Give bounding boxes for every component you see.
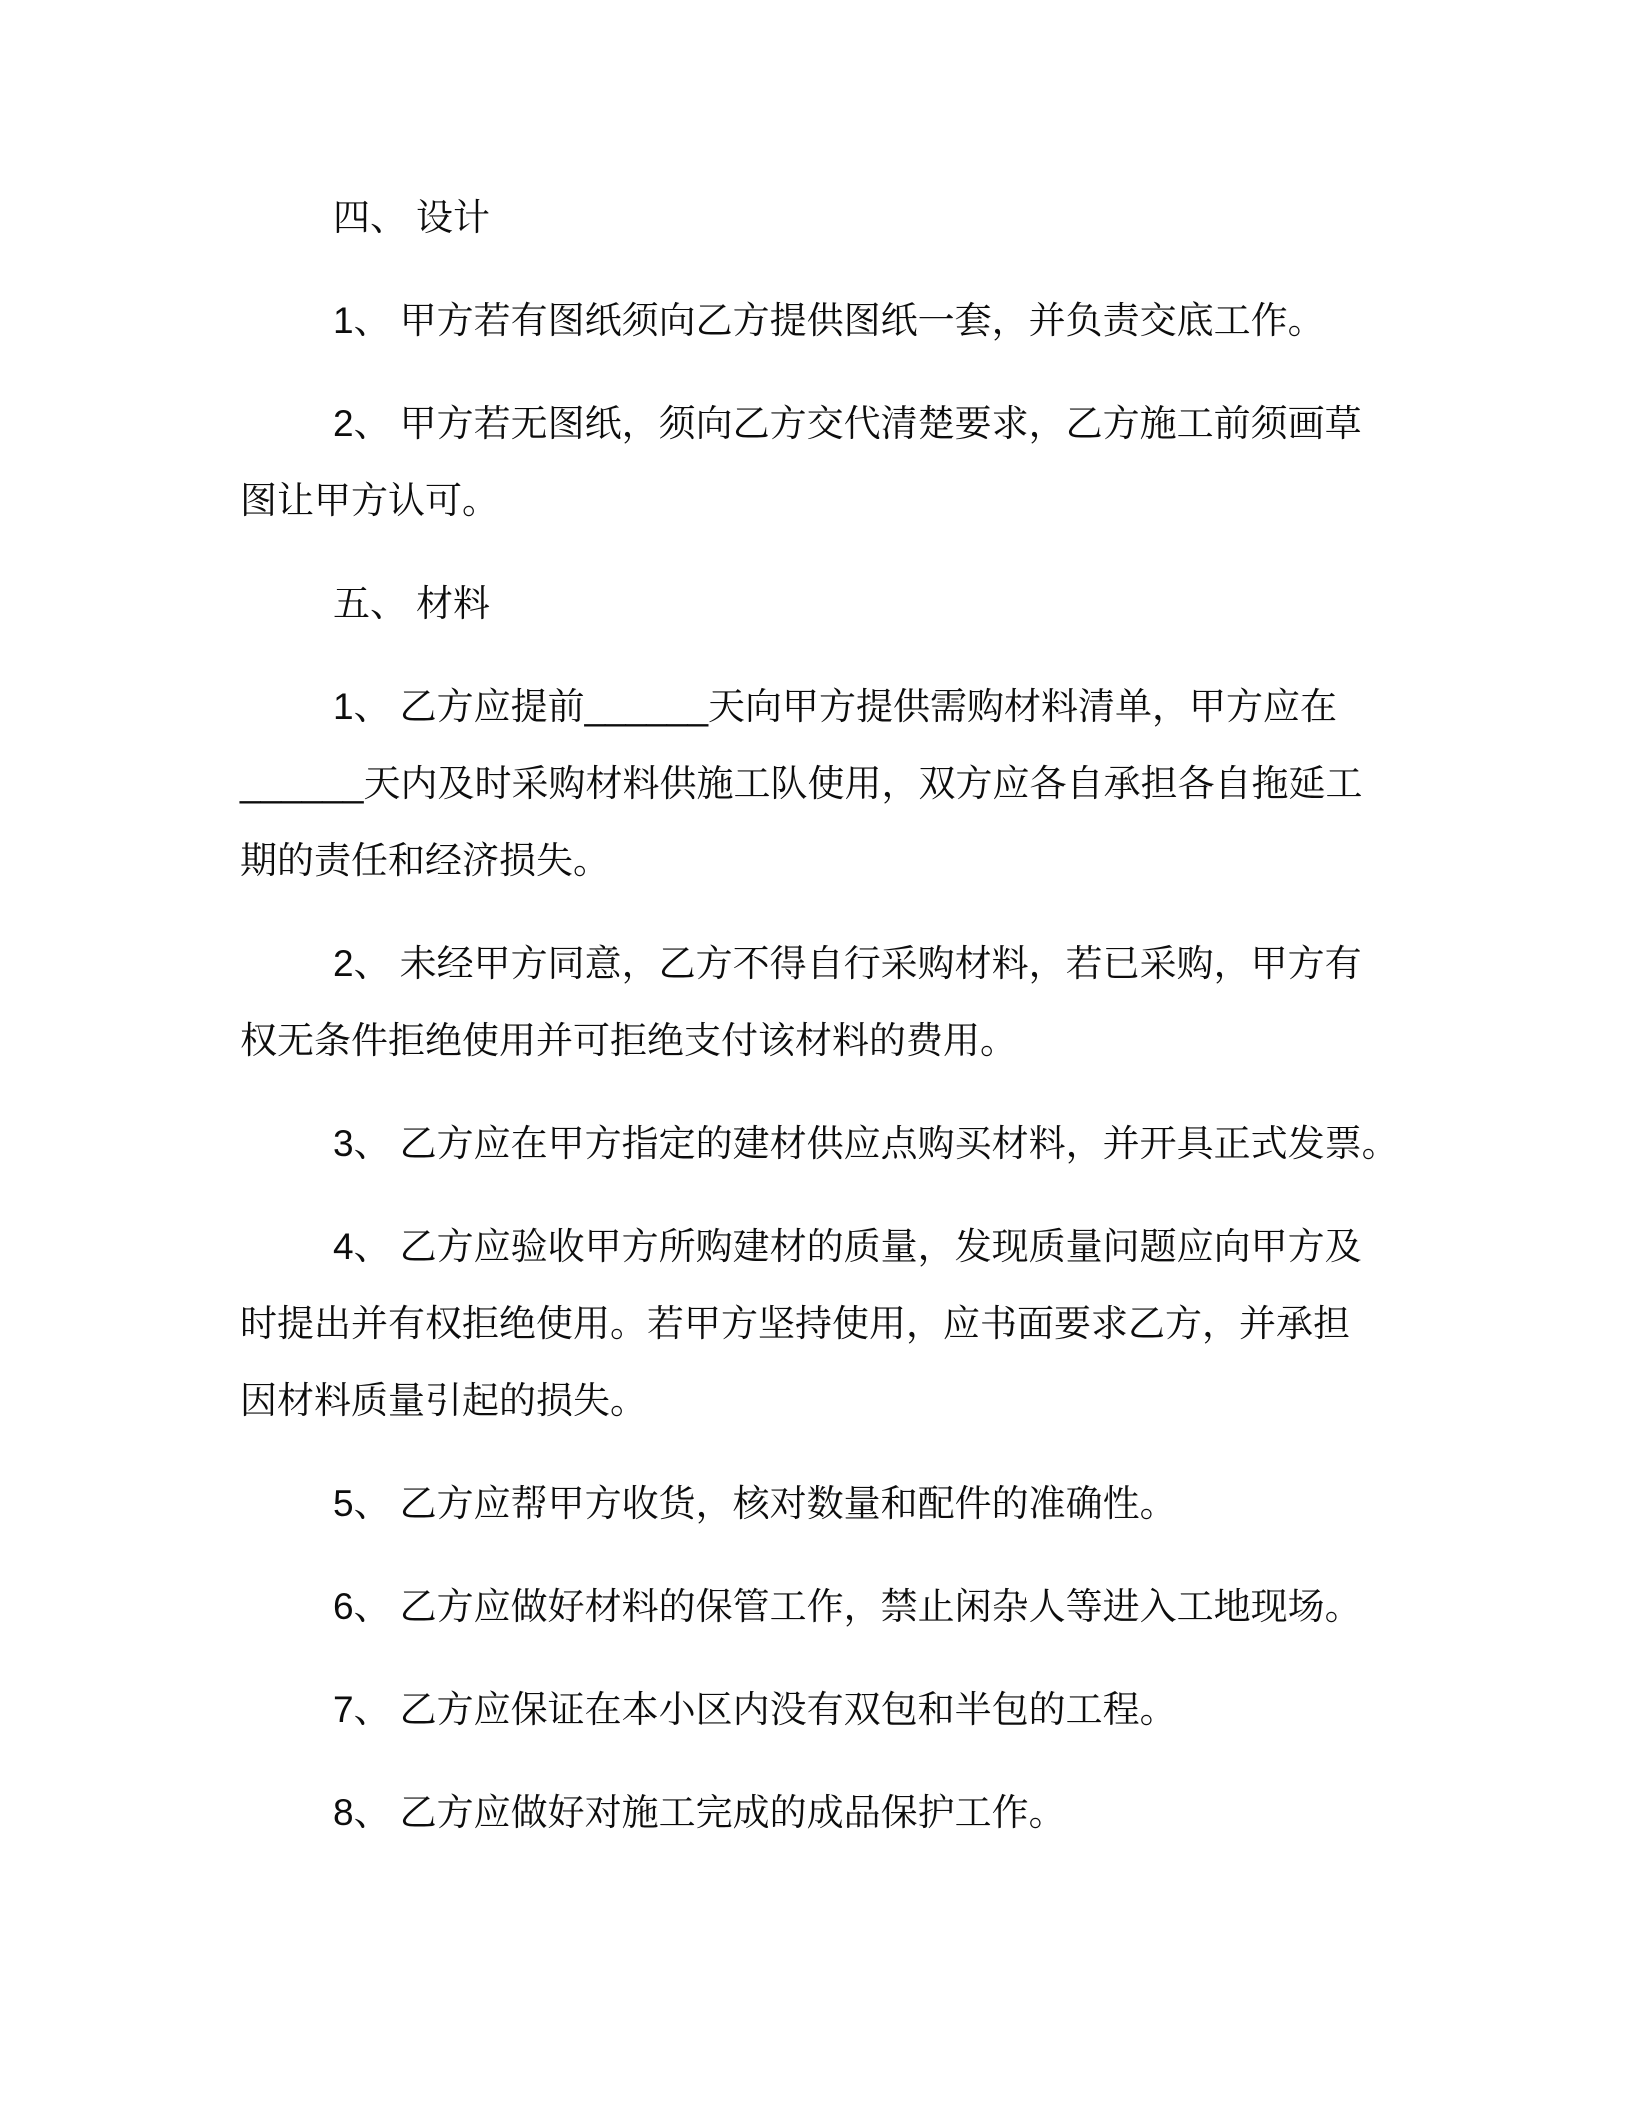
clause-first-line (240, 385, 1380, 462)
clause-continuation-line: 图让甲方认可。 (240, 480, 499, 521)
clause-number: 8、 (333, 1792, 391, 1833)
clause-number: 4、 (333, 1226, 391, 1267)
clause-first-line (240, 1774, 1380, 1851)
clause-text: 乙方应保证在本小区内没有双包和半包的工程。 (399, 1689, 1177, 1730)
clause-number: 2、 (333, 943, 391, 984)
clause-number: 1、 (333, 300, 391, 341)
section-title: 材料 (416, 583, 490, 624)
materials-clause-7 (240, 1671, 1380, 1748)
clause-number: 3、 (333, 1123, 391, 1164)
document-body (240, 179, 1399, 1877)
clause-text: 乙方应提前______天向甲方提供需购材料清单，甲方应在 (399, 686, 1338, 727)
section-number: 四、 (333, 197, 407, 238)
clause-text: 乙方应验收甲方所购建材的质量，发现质量问题应向甲方及 (399, 1226, 1362, 1267)
materials-clause-3 (240, 1105, 1399, 1182)
clause-number: 5、 (333, 1483, 391, 1524)
section-title: 设计 (416, 197, 490, 238)
clause-continuation-line: 期的责任和经济损失。 (240, 840, 610, 881)
clause-first-line (240, 1465, 1380, 1542)
clause-first-line (240, 1208, 1380, 1285)
materials-clause-4 (240, 1208, 1380, 1439)
clause-continuation-line: ______天内及时采购材料供施工队使用，双方应各自承担各自拖延工 (240, 763, 1363, 804)
design-clause-2 (240, 385, 1380, 539)
section-heading-design (240, 179, 1380, 256)
materials-clause-5 (240, 1465, 1380, 1542)
clause-text: 甲方若有图纸须向乙方提供图纸一套，并负责交底工作。 (399, 300, 1325, 341)
clause-text: 乙方应做好对施工完成的成品保护工作。 (399, 1792, 1066, 1833)
section-number: 五、 (333, 583, 407, 624)
clause-text: 乙方应帮甲方收货，核对数量和配件的准确性。 (399, 1483, 1177, 1524)
clause-text: 甲方若无图纸，须向乙方交代清楚要求，乙方施工前须画草 (399, 403, 1362, 444)
clause-continuation-line: 因材料质量引起的损失。 (240, 1380, 647, 1421)
clause-first-line (240, 1671, 1380, 1748)
materials-clause-6 (240, 1568, 1380, 1645)
clause-text: 乙方应做好材料的保管工作，禁止闲杂人等进入工地现场。 (399, 1586, 1362, 1627)
clause-continuation-line: 时提出并有权拒绝使用。若甲方坚持使用，应书面要求乙方，并承担 (240, 1303, 1350, 1344)
materials-clause-1 (240, 668, 1380, 899)
clause-continuation-line: 权无条件拒绝使用并可拒绝支付该材料的费用。 (240, 1020, 1017, 1061)
clause-number: 1、 (333, 686, 391, 727)
materials-clause-2 (240, 925, 1380, 1079)
clause-number: 7、 (333, 1689, 391, 1730)
heading-line (240, 179, 1380, 256)
clause-first-line (240, 925, 1380, 1002)
clause-number: 6、 (333, 1586, 391, 1627)
heading-line (240, 565, 1380, 642)
materials-clause-8 (240, 1774, 1380, 1851)
clause-text: 乙方应在甲方指定的建材供应点购买材料，并开具正式发票。 (399, 1123, 1399, 1164)
design-clause-1 (240, 282, 1380, 359)
clause-first-line (240, 282, 1380, 359)
clause-number: 2、 (333, 403, 391, 444)
section-heading-materials (240, 565, 1380, 642)
clause-first-line (240, 668, 1380, 745)
clause-text: 未经甲方同意，乙方不得自行采购材料，若已采购，甲方有 (399, 943, 1362, 984)
clause-first-line (240, 1105, 1399, 1182)
clause-first-line (240, 1568, 1380, 1645)
